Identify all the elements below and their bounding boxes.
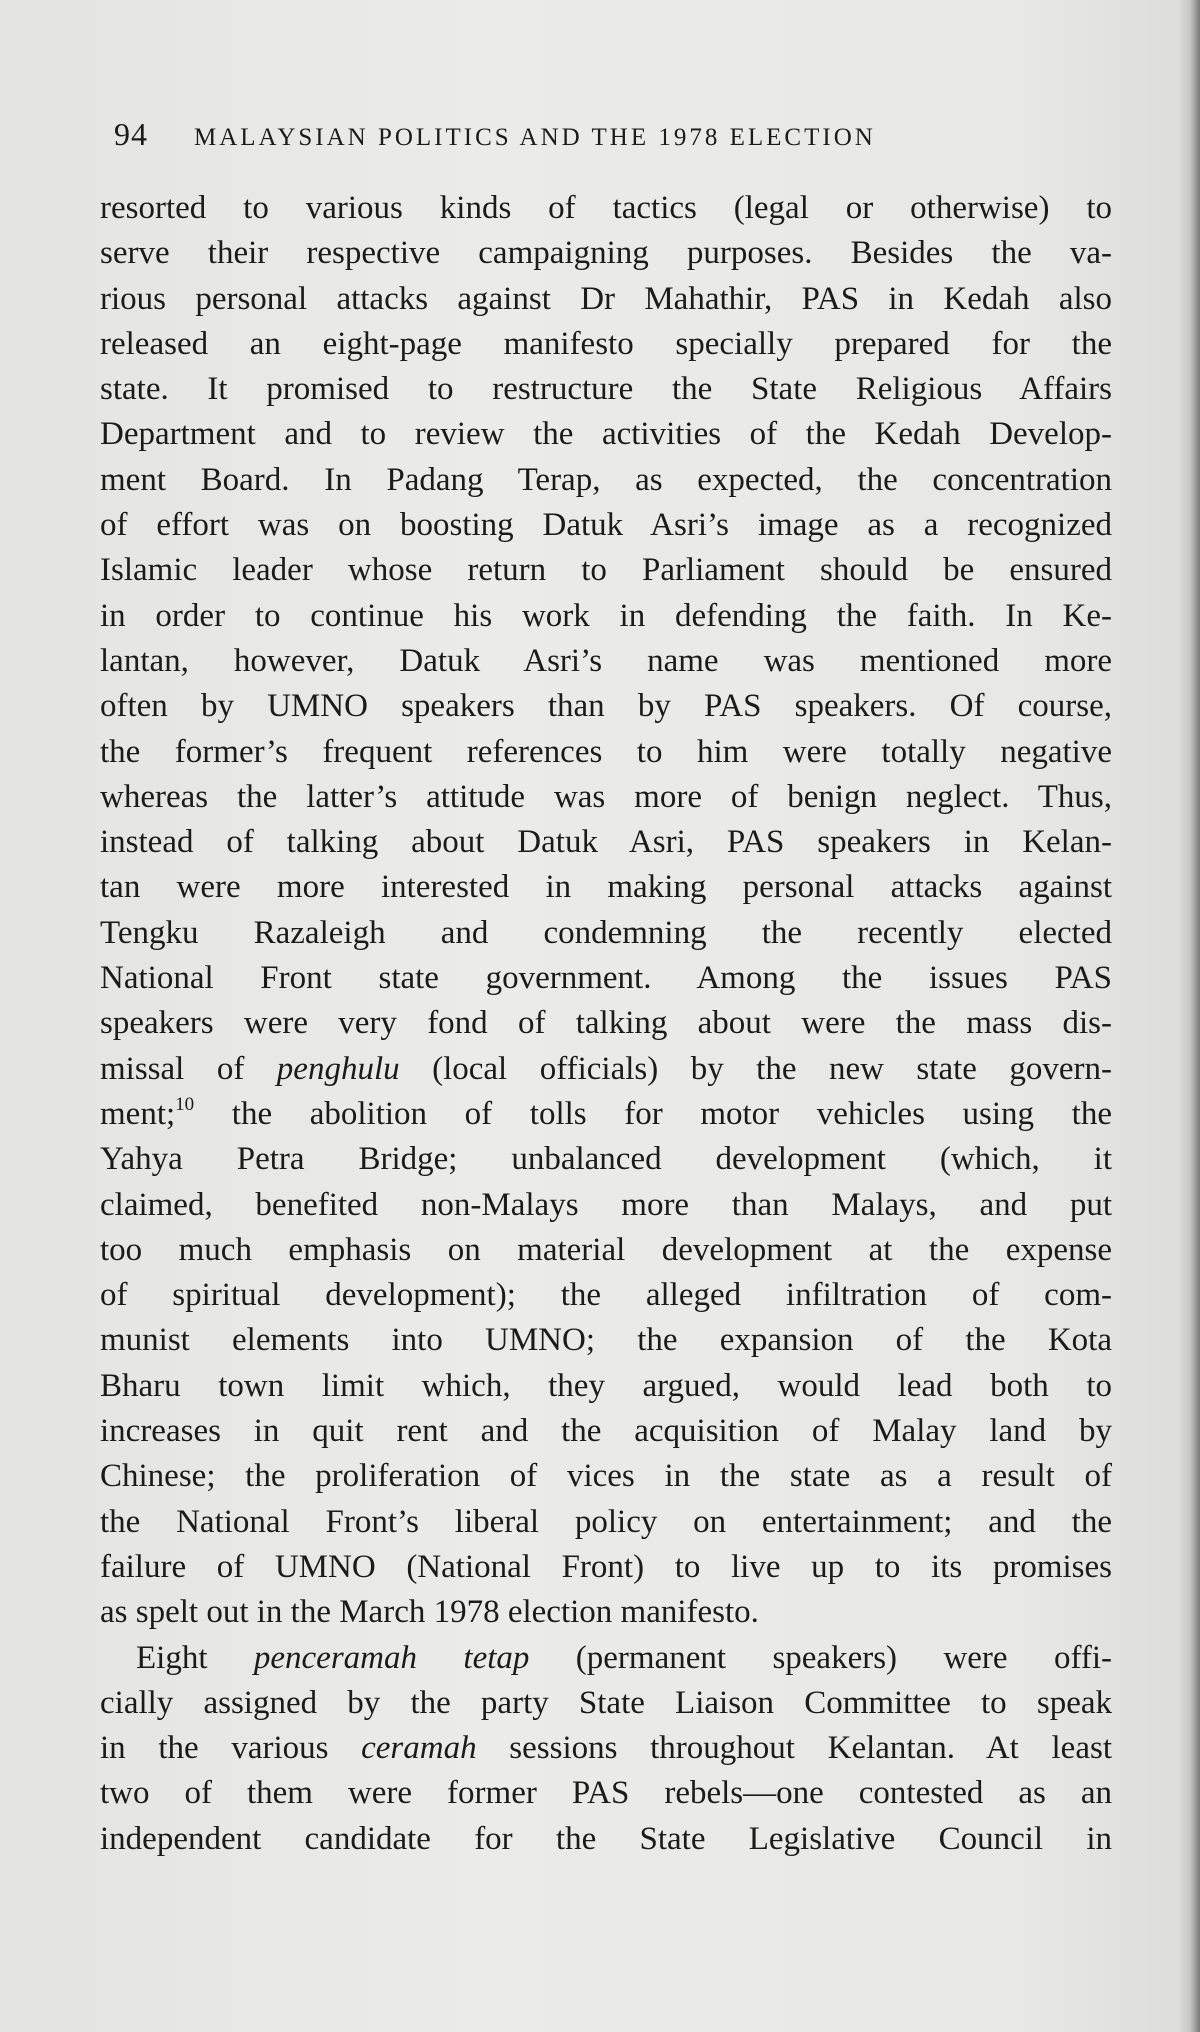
text-run: in the various [100,1730,362,1767]
text-line: resorted to various kinds of tactics (legal or otherwise) to [100,190,1112,226]
text-line: of spiritual development); the alleged infiltration of com- [100,1277,1112,1314]
text-line: the National Front’s liberal policy on entertainment; and the [100,1503,1112,1540]
text-line: failure of UMNO (National Front) to live up to its promises [100,1548,1112,1585]
text-line: munist elements into UMNO; the expansion of the Kota [100,1322,1112,1359]
text-line: claimed, benefited non-Malays more than Malays, and put [100,1186,1112,1223]
text-run: ment; [100,1095,176,1132]
running-head: MALAYSIAN POLITICS AND THE 1978 ELECTION [194,124,876,151]
italic-term-penceramah-tetap: penceramah tetap [253,1639,530,1676]
page-number: 94 [114,116,148,152]
page-edge-shadow [1178,0,1200,2032]
text-line-paragraph-end: as spelt out in the March 1978 election manifesto. [100,1594,759,1631]
text-line: cially assigned by the party State Liaison Committee to speak [100,1684,1112,1721]
footnote-marker: 10 [175,1093,195,1115]
body-text [100,186,1112,1862]
text-line: Tengku Razaleigh and condemning the recently elected [100,914,1112,951]
text-line: released an eight-page manifesto specially prepared for the [100,325,1112,362]
text-run: (permanent speakers) were offi- [529,1639,1112,1676]
text-line: serve their respective campaigning purposes. Besides the va- [100,235,1112,272]
text-line: Yahya Petra Bridge; unbalanced development (which, it [100,1141,1112,1178]
text-line: ment Board. In Padang Terap, as expected, the concentration [100,461,1112,498]
text-line: instead of talking about Datuk Asri, PAS speakers in Kelan- [100,824,1112,861]
text-line: Department and to review the activities of the Kedah Develop- [100,416,1112,453]
text-line: of effort was on boosting Datuk Asri’s image as a recognized [100,507,1112,544]
text-line: whereas the latter’s attitude was more of benign neglect. Thus, [100,778,1112,815]
text-run: sessions throughout Kelantan. At least [476,1730,1112,1767]
text-run: the abolition of tolls for motor vehicles using the [194,1095,1112,1132]
text-line: in order to continue his work in defending the faith. In Ke- [100,597,1112,634]
text-line-paragraph-start [100,1636,1112,1681]
text-line: tan were more interested in making personal attacks against [100,869,1112,906]
text-run: (local officials) by the new state govern- [399,1050,1113,1087]
text-line: lantan, however, Datuk Asri’s name was mentioned more [100,642,1112,679]
text-line: too much emphasis on material development at the expense [100,1231,1112,1268]
italic-term-ceramah: ceramah [361,1730,477,1767]
text-line: Islamic leader whose return to Parliament should be ensured [100,552,1112,589]
italic-term-penghulu: penghulu [276,1050,400,1087]
text-line: rious personal attacks against Dr Mahathir, PAS in Kedah also [100,280,1112,317]
text-line: National Front state government. Among the issues PAS [100,960,1112,997]
text-line: speakers were very fond of talking about were the mass dis- [100,1005,1112,1042]
page-header [114,116,1114,166]
text-line: independent candidate for the State Legislative Council in [100,1820,1112,1857]
text-line: Bharu town limit which, they argued, would lead both to [100,1367,1112,1404]
text-run: Eight [136,1639,254,1676]
text-line: two of them were former PAS rebels—one contested as an [100,1775,1112,1812]
text-line: often by UMNO speakers than by PAS speakers. Of course, [100,688,1112,725]
text-line: the former’s frequent references to him were totally negative [100,733,1112,770]
text-line: Chinese; the proliferation of vices in the state as a result of [100,1458,1112,1495]
text-line: state. It promised to restructure the State Religious Affairs [100,371,1112,408]
text-line [100,1726,1112,1771]
text-run: missal of [100,1050,277,1087]
text-line [100,1047,1112,1092]
text-line: increases in quit rent and the acquisition of Malay land by [100,1413,1112,1450]
text-line [100,1092,1112,1137]
